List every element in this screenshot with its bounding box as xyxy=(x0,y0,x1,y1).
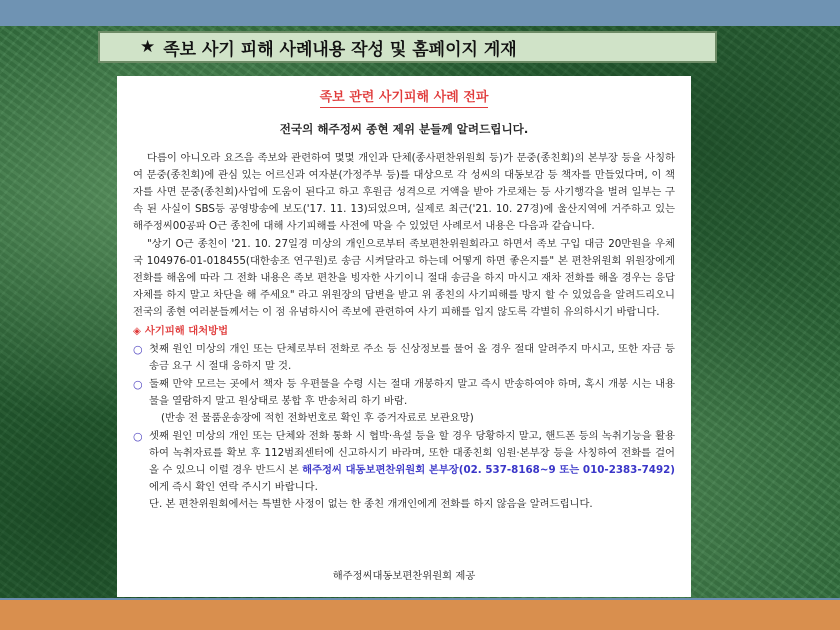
slide-title: 족보 사기 피해 사례내용 작성 및 홈페이지 게재 xyxy=(163,39,517,60)
paragraph-intro: 다름이 아니오라 요즈음 족보와 관련하여 몇몇 개인과 단체(종사편찬위원회 등)가 문중(종친회)의 본부장 등을 사칭하여 문중(종친회)에 관심 있는 어르신과 여자분(가정주부 등)를 대상으로 각 성씨의 대동보감 등 책자를 만들었다며, 이 책자를 사면 문중(종친회)사업에 도움이 된다고 하고 후원금 성격으로 거액을 받아 가로채는 등 사기행각을 벌려 일부는 구속 된 사실이 SBS등 공영방송에 보도('17. 11. 13)되었으며, 실제로 최근('21. 10. 27경)에 울산지역에 거주하고 있는 해주정씨00공파 O근 종친에 대해 사기피해를 사전에 막을 수 있었던 사례로서 내용은 다음과 같습니다. xyxy=(133,152,675,232)
list-item-main: 둘째 만약 모르는 곳에서 책자 등 우편물을 수령 시는 절대 개봉하지 말고 즉시 반송하여야 하며, 혹시 개봉 시는 내용물을 열람하지 말고 원상태로 봉합 후 반송처리 하기 바람. xyxy=(149,378,675,407)
list-item-text: 첫째 원인 미상의 개인 또는 단체로부터 전화로 주소 등 신상정보를 물어 올 경우 절대 알려주지 마시고, 또한 자금 등 송금 요구 시 절대 응하지 말 것. xyxy=(149,343,675,372)
document-heading: 족보 관련 사기피해 사례 전파 xyxy=(320,90,489,108)
slide-title-bar xyxy=(98,31,717,63)
diamond-icon: ◈ xyxy=(133,325,141,337)
document-footer: 해주정씨대동보편찬위원회 제공 xyxy=(332,570,476,582)
list-item-text xyxy=(149,376,675,427)
list-item-text xyxy=(149,428,675,496)
contact-highlight: 해주정씨 대동보편찬위원회 본부장(02. 537-8168~9 또는 010-2383-7492) xyxy=(302,464,675,476)
bottom-band xyxy=(0,600,840,630)
document-greeting: 전국의 해주정씨 종현 제위 분들께 알려드립니다. xyxy=(279,122,529,136)
top-band xyxy=(0,0,840,26)
circle-bullet-icon: ○ xyxy=(133,343,143,356)
star-icon: ★ xyxy=(140,37,156,57)
notice-document xyxy=(117,76,691,597)
list-item xyxy=(133,376,675,427)
list-item-text-part: 셋째 원인 미상의 개인 또는 단체와 전화 통화 시 협박·욕설 등을 할 경우 당황하지 말고, 핸드폰 등의 녹취기능을 활용하여 녹취자료를 확보 후 112범죄센터에 신고하시기 바라며, 또한 대종친회 임원·본부장 등을 사칭하여 전화를 걸어 올 수 있으니 이럴 경우 반드시 본 xyxy=(149,430,675,476)
list-item xyxy=(133,341,675,375)
circle-bullet-icon: ○ xyxy=(133,430,143,443)
list-item-text-part: 에게 즉시 확인 연락 주시기 바랍니다. xyxy=(149,481,318,493)
paragraph-case: "상기 O근 종친이 '21. 10. 27일경 미상의 개인으로부터 족보편찬위원회라고 하면서 족보 구입 대금 20만원을 우체국 104976-01-018455(대한송조 연구원)로 송금 시켜달라고 하는데 어떻게 하면 좋은지를" 본 편찬위원회 위원장에게 전화를 해옴에 따라 그 전화 내용은 족보 편찬을 빙자한 사기이니 절대 송금을 하지 마시고 재차 전화를 해올 경우는 응답 자체를 하지 말고 차단을 해 주세요" 라고 위원장의 답변을 받고 위 종친의 사기피해를 방지 할 수 있었음을 알려드리오니 전국의 종현 여러분들께서는 이 점 유념하시어 족보에 관련하여 사기 피해를 입지 않도록 각별히 유의하시기 바랍니다. xyxy=(133,238,675,318)
closing-note: 단. 본 편찬위원회에서는 특별한 사정이 없는 한 종친 개개인에게 전화를 하지 않음을 알려드립니다. xyxy=(149,498,593,510)
section-heading xyxy=(133,323,675,340)
list-item-note: (반송 전 물품운송장에 적힌 전화번호로 확인 후 증거자료로 보관요망) xyxy=(161,412,474,424)
list-item xyxy=(133,428,675,496)
document-heading-wrap xyxy=(133,90,675,112)
circle-bullet-icon: ○ xyxy=(133,378,143,391)
section-title: 사기피해 대처방법 xyxy=(144,325,229,337)
